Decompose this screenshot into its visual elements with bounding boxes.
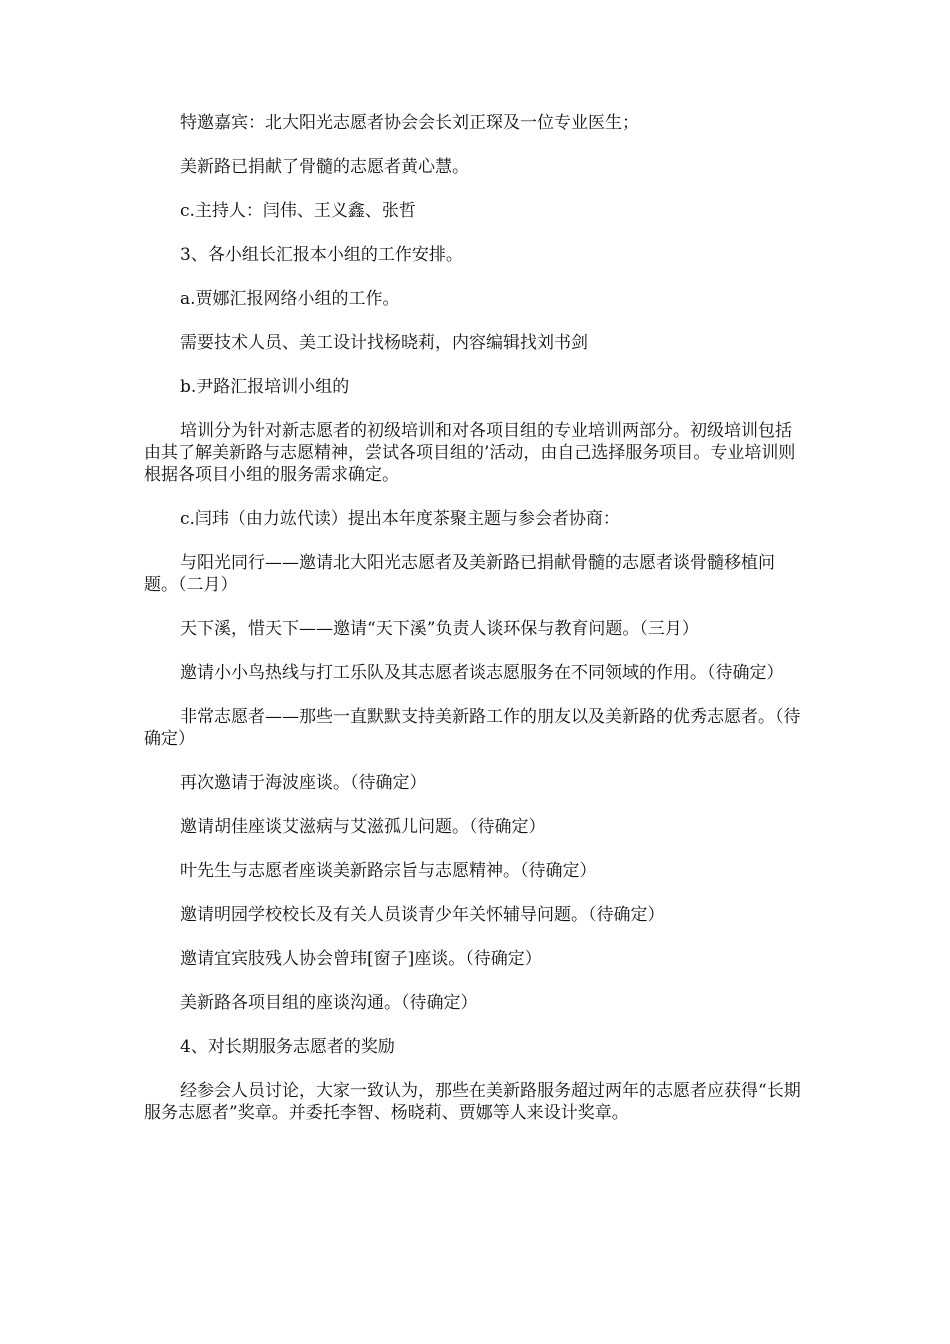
paragraph-topic-mingyuan-school: 邀请明园学校校长及有关人员谈青少年关怀辅导问题。（待确定） [180, 905, 665, 925]
paragraph-topic-sunshine: 与阳光同行——邀请北大阳光志愿者及美新路已捐献骨髓的志愿者谈骨髓移植问题。（二月） [144, 553, 775, 595]
document-body [144, 112, 804, 1146]
paragraph-long-service-award: 经参会人员讨论，大家一致认为，那些在美新路服务超过两年的志愿者应获得“长期服务志愿者”奖章。并委托李智、杨晓莉、贾娜等人来设计奖章。 [144, 1081, 801, 1123]
paragraph-special-guests: 特邀嘉宾：北大阳光志愿者协会会长刘正琛及一位专业医生； [180, 113, 639, 133]
paragraph-topic-hu-jia: 邀请胡佳座谈艾滋病与艾滋孤儿问题。（待确定） [180, 817, 546, 837]
paragraph-hosts: c.主持人：闫伟、王义鑫、张哲 [180, 201, 416, 221]
paragraph-topic-yu-haibo: 再次邀请于海波座谈。（待确定） [180, 773, 427, 793]
paragraph-training-details: 培训分为针对新志愿者的初级培训和对各项目组的专业培训两部分。初级培训包括由其了解美新路与志愿精神，尝试各项目组的’活动，由自己选择服务项目。专业培训则根据各项目小组的服务需求确定。 [144, 421, 796, 485]
paragraph-topic-mr-ye: 叶先生与志愿者座谈美新路宗旨与志愿精神。（待确定） [180, 861, 597, 881]
paragraph-network-group: a.贾娜汇报网络小组的工作。 [180, 289, 400, 309]
paragraph-topic-little-bird: 邀请小小鸟热线与打工乐队及其志愿者谈志愿服务在不同领域的作用。（待确定） [180, 663, 784, 683]
paragraph-topic-extraordinary-volunteers: 非常志愿者——那些一直默默支持美新路工作的朋友以及美新路的优秀志愿者。（待确定） [144, 707, 801, 749]
paragraph-donor-volunteer: 美新路已捐献了骨髓的志愿者黄心慧。 [180, 157, 469, 177]
paragraph-tea-party-topics: c.闫玮（由力竑代读）提出本年度茶聚主题与参会者协商： [180, 509, 620, 529]
paragraph-section-3-heading: 3、各小组长汇报本小组的工作安排。 [180, 245, 463, 265]
paragraph-topic-tianxiaxi: 天下溪，惜天下——邀请“天下溪”负责人谈环保与教育问题。（三月） [180, 619, 699, 639]
paragraph-section-4-heading: 4、对长期服务志愿者的奖励 [180, 1037, 395, 1057]
paragraph-topic-project-groups: 美新路各项目组的座谈沟通。（待确定） [180, 993, 478, 1013]
paragraph-training-group: b.尹路汇报培训小组的 [180, 377, 350, 397]
paragraph-tech-contacts: 需要技术人员、美工设计找杨晓莉，内容编辑找刘书剑 [180, 333, 588, 353]
paragraph-topic-yibin-association: 邀请宜宾肢残人协会曾玮[窗子]座谈。（待确定） [180, 949, 542, 969]
